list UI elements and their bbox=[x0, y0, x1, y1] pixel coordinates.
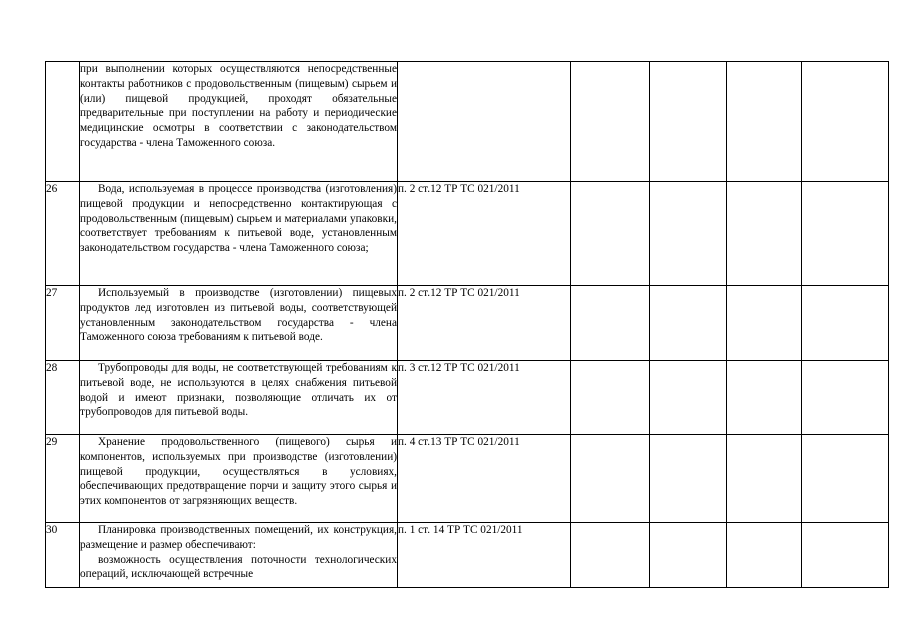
empty-cell bbox=[571, 361, 650, 435]
requirement-text: Используемый в производстве (изготовлении) пищевых продуктов лед изготовлен из питьевой воды, соответствующей установленным законодательством государства - члена Таможенного союза требованиям к питьевой воде. bbox=[80, 286, 398, 361]
row-number: 30 bbox=[46, 523, 80, 588]
requirement-cell bbox=[80, 523, 398, 588]
empty-cell bbox=[802, 361, 889, 435]
empty-cell bbox=[727, 62, 802, 182]
reference-text: п. 3 ст.12 ТР ТС 021/2011 bbox=[398, 361, 571, 435]
empty-cell bbox=[802, 182, 889, 286]
empty-cell bbox=[727, 361, 802, 435]
reference-text: п. 1 ст. 14 ТР ТС 021/2011 bbox=[398, 523, 571, 588]
table-row-27 bbox=[46, 286, 889, 361]
empty-cell bbox=[571, 435, 650, 523]
row-number: 26 bbox=[46, 182, 80, 286]
table-row-continuation bbox=[46, 62, 889, 182]
reference-text: п. 2 ст.12 ТР ТС 021/2011 bbox=[398, 182, 571, 286]
reference-text: п. 2 ст.12 ТР ТС 021/2011 bbox=[398, 286, 571, 361]
requirement-intro: Планировка производственных помещений, их конструкция, размещение и размер обеспечивают: bbox=[80, 524, 397, 551]
empty-cell bbox=[571, 523, 650, 588]
requirement-text: при выполнении которых осуществляются непосредственные контакты работников с продовольственным (пищевым) сырьем и (или) пищевой продукцией, проходят обязательные предварительные при поступлении на работу и периодические медицинские осмотры в соответствии с законодательством государства - члена Таможенного союза. bbox=[80, 62, 398, 182]
empty-cell bbox=[727, 182, 802, 286]
empty-cell bbox=[802, 523, 889, 588]
checklist-table bbox=[45, 61, 889, 588]
requirement-text: Вода, используемая в процессе производства (изготовления) пищевой продукции и непосредственно контактирующая с продовольственным (пищевым) сырьем и материалами упаковки, соответствует требованиям к питьевой воде, установленным законодательством государства - члена Таможенного союза; bbox=[80, 182, 398, 286]
empty-cell bbox=[727, 523, 802, 588]
row-number: 27 bbox=[46, 286, 80, 361]
reference-cell bbox=[398, 62, 571, 182]
requirement-item: возможность осуществления поточности технологических операций, исключающей встречные bbox=[80, 553, 397, 581]
table-row-30 bbox=[46, 523, 889, 588]
row-number: 29 bbox=[46, 435, 80, 523]
empty-cell bbox=[571, 182, 650, 286]
empty-cell bbox=[802, 62, 889, 182]
empty-cell bbox=[727, 286, 802, 361]
empty-cell bbox=[650, 435, 727, 523]
empty-cell bbox=[571, 286, 650, 361]
table-row-29 bbox=[46, 435, 889, 523]
row-number-cell bbox=[46, 62, 80, 182]
empty-cell bbox=[650, 182, 727, 286]
table-row-26 bbox=[46, 182, 889, 286]
reference-text: п. 4 ст.13 ТР ТС 021/2011 bbox=[398, 435, 571, 523]
empty-cell bbox=[802, 286, 889, 361]
empty-cell bbox=[650, 62, 727, 182]
empty-cell bbox=[727, 435, 802, 523]
requirement-text: Трубопроводы для воды, не соответствующей требованиям к питьевой воде, не используются в целях снабжения питьевой водой и имеют признаки, позволяющие отличать их от трубопроводов для питьевой воды. bbox=[80, 361, 398, 435]
empty-cell bbox=[571, 62, 650, 182]
table-row-28 bbox=[46, 361, 889, 435]
empty-cell bbox=[650, 286, 727, 361]
requirement-text: Хранение продовольственного (пищевого) сырья и компонентов, используемых при производстве (изготовлении) пищевой продукции, осуществляться в условиях, обеспечивающих предотвращение порчи и защиту этого сырья и этих компонентов от загрязняющих веществ. bbox=[80, 435, 398, 523]
empty-cell bbox=[650, 523, 727, 588]
row-number: 28 bbox=[46, 361, 80, 435]
empty-cell bbox=[650, 361, 727, 435]
empty-cell bbox=[802, 435, 889, 523]
